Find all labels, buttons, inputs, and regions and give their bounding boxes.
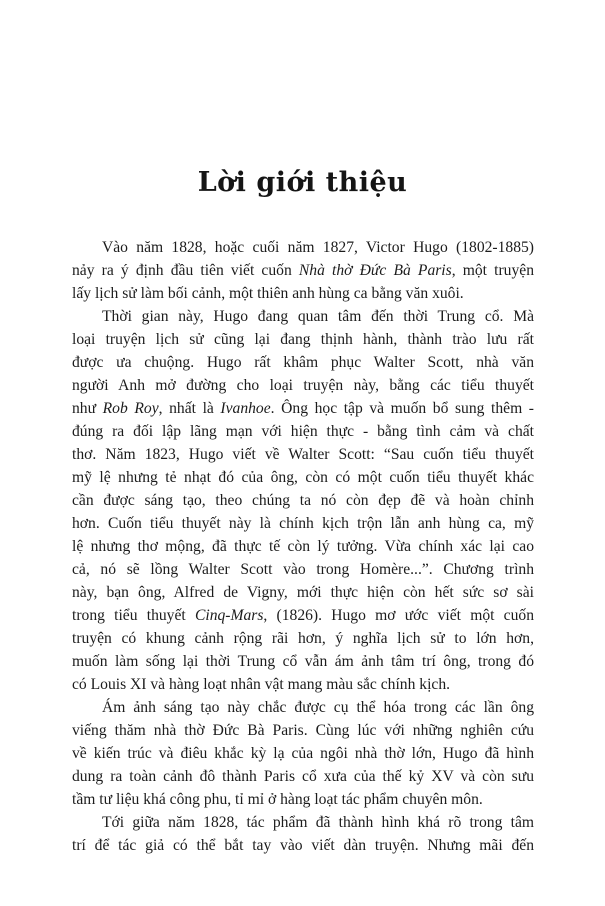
text-segment: viếng thăm nhà thờ Đức Bà Paris. Cùng lúc với những nghiên cứu [72,722,534,739]
text-line [72,489,534,512]
text-line [72,305,534,328]
text-segment: loại truyện lịch sử cũng lại đang thịnh hành, thành trào lưu rất [72,331,534,348]
page-body [72,236,534,857]
page-title: Lời giới thiệu [197,167,408,198]
text-line [72,581,534,604]
text-line [72,558,534,581]
italic-text-segment: Cinq-Mars [194,607,264,624]
text-segment: này, bạn ông, Alfred de Vigny, mới thực hiện còn hết sức sơ sài [72,584,534,601]
text-line [72,788,534,811]
text-line [72,673,534,696]
text-segment: được ưa chuộng. Hugo rất khâm phục Walter Scott, nhà văn [72,354,534,371]
paragraph [72,305,534,696]
text-line [72,512,534,535]
text-line [72,282,534,305]
text-segment: Tới giữa năm 1828, tác phẩm đã thành hình khá rõ trong tâm [102,814,534,831]
italic-text-segment: Nhà thờ Đức Bà Paris [298,262,452,279]
text-line [72,742,534,765]
text-line [72,627,534,650]
text-segment: tầm tư liệu khá công phu, tỉ mỉ ở hàng loạt tác phẩm chuyên môn. [72,791,483,808]
text-segment: người Anh mở đường cho loại truyện này, bằng các tiểu thuyết [72,377,534,394]
text-line [72,535,534,558]
text-line [72,328,534,351]
text-line [72,236,534,259]
text-line [72,604,534,627]
text-line [72,719,534,742]
text-segment: cần được sáng tạo, theo chúng ta nó còn đẹp đẽ và hoàn chỉnh [72,492,534,509]
text-segment: trong tiểu thuyết [72,607,195,624]
text-segment: , nhất là [158,400,221,417]
text-segment: , (1826). Hugo mơ ước viết một cuốn [263,607,534,624]
text-line [72,834,534,857]
text-segment: Vào năm 1828, hoặc cuối năm 1827, Victor Hugo (1802-1885) [102,239,534,256]
text-segment: Ám ảnh sáng tạo này chắc được cụ thể hóa trong các lần ông [102,699,534,716]
text-line [72,650,534,673]
text-segment: truyện có khung cảnh rộng rãi hơn, ý nghĩa lịch sử to lớn hơn, [72,630,534,647]
text-segment: Thời gian này, Hugo đang quan tâm đến thời Trung cổ. Mà [102,308,534,325]
text-segment: . Ông học tập và muốn bổ sung thêm - [270,400,535,417]
text-segment: muốn làm sống lại thời Trung cổ vẫn ám ảnh tâm trí ông, trong đó [72,653,534,670]
text-segment: hơn. Cuốn tiểu thuyết này là chính kịch trộn lẫn anh hùng ca, mỹ [72,515,534,532]
text-line [72,466,534,489]
text-segment: đúng ra đối lập lãng mạn với hiện thực - bằng tình cảm và chất [72,423,534,440]
italic-text-segment: Ivanhoe [220,400,271,417]
text-segment: lệ nhưng thơ mộng, đã thực tế còn lý tưởng. Vừa chính xác lại cao [72,538,534,555]
text-segment: trí để tác giả có thể bắt tay vào viết dàn truyện. Nhưng mãi đến [72,837,534,854]
paragraph [72,696,534,811]
text-line [72,811,534,834]
paragraph [72,236,534,305]
text-line [72,420,534,443]
text-segment: , một truyện [451,262,534,279]
text-segment: dung ra toàn cảnh đô thành Paris cổ xưa của thế kỷ XV và còn sưu [72,768,534,785]
text-line [72,443,534,466]
text-line [72,696,534,719]
text-segment: có Louis XI và hàng loạt nhân vật mang màu sắc chính kịch. [72,676,451,693]
text-line [72,259,534,282]
text-line [72,765,534,788]
text-segment: cả, nó sẽ lồng Walter Scott vào trong Homère...”. Chương trình [72,561,534,578]
text-segment: nảy ra ý định đầu tiên viết cuốn [72,262,299,279]
text-line [72,397,534,420]
text-segment: thơ. Năm 1823, Hugo viết về Walter Scott: “Sau cuốn tiểu thuyết [72,446,534,463]
text-line [72,351,534,374]
text-segment: lấy lịch sử làm bối cảnh, một thiên anh hùng ca bằng văn xuôi. [72,285,464,302]
text-segment: như [72,400,103,417]
paragraph [72,811,534,857]
text-line [72,374,534,397]
text-segment: mỹ lệ nhưng tẻ nhạt đó của ông, còn có một cuốn tiểu thuyết khác [72,469,534,486]
italic-text-segment: Rob Roy [102,400,159,417]
text-segment: về kiến trúc và điêu khắc kỳ lạ của ngôi nhà thờ lớn, Hugo đã hình [72,745,534,762]
